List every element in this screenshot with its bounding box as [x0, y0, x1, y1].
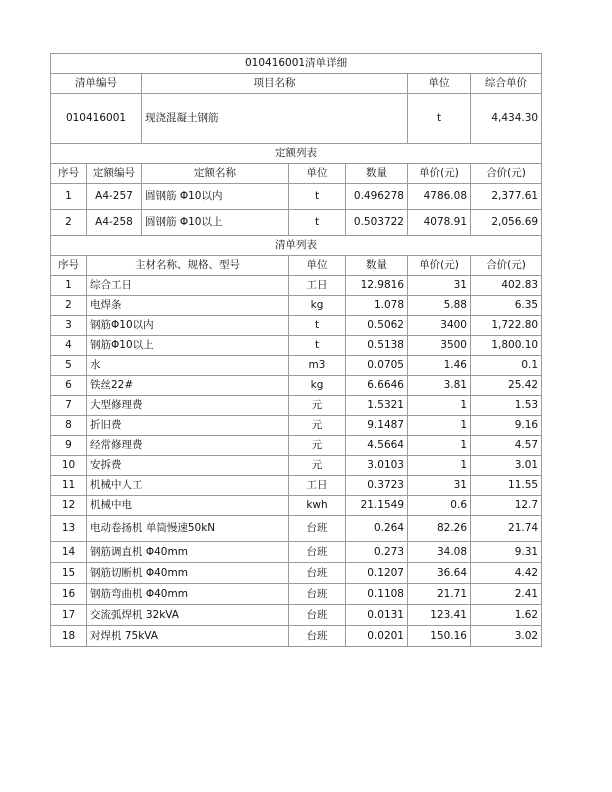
list-price: 1	[408, 416, 471, 436]
quota-seq-header: 序号	[51, 164, 87, 184]
quota-total: 2,056.69	[471, 210, 542, 236]
list-item	[51, 376, 542, 396]
list-item	[51, 336, 542, 356]
bill-code: 010416001	[51, 94, 142, 144]
list-name: 经常修理费	[87, 436, 289, 456]
list-qty: 12.9816	[346, 276, 408, 296]
list-total: 1.53	[471, 396, 542, 416]
bill-detail-table	[50, 53, 542, 647]
list-unit: 台班	[289, 584, 346, 605]
list-price-header: 单价(元)	[408, 256, 471, 276]
quota-row	[51, 184, 542, 210]
bill-header-row	[51, 74, 542, 94]
list-seq: 13	[51, 516, 87, 542]
list-seq: 14	[51, 542, 87, 563]
list-item	[51, 516, 542, 542]
list-name: 交流弧焊机 32kVA	[87, 605, 289, 626]
list-price: 150.16	[408, 626, 471, 647]
list-name: 折旧费	[87, 416, 289, 436]
list-price: 34.08	[408, 542, 471, 563]
quota-price: 4786.08	[408, 184, 471, 210]
list-total: 4.57	[471, 436, 542, 456]
list-item	[51, 605, 542, 626]
list-seq: 7	[51, 396, 87, 416]
list-qty: 0.1207	[346, 563, 408, 584]
list-item	[51, 296, 542, 316]
list-header-row	[51, 256, 542, 276]
list-name: 电焊条	[87, 296, 289, 316]
list-price: 5.88	[408, 296, 471, 316]
list-qty: 0.0131	[346, 605, 408, 626]
list-unit: kg	[289, 376, 346, 396]
quota-header-row	[51, 164, 542, 184]
quota-name: 圆钢筋 Φ10以上	[142, 210, 289, 236]
list-unit: 台班	[289, 605, 346, 626]
table-title: 010416001清单详细	[51, 54, 542, 74]
list-seq-header: 序号	[51, 256, 87, 276]
list-qty: 1.5321	[346, 396, 408, 416]
bill-unit: t	[408, 94, 471, 144]
list-price: 36.64	[408, 563, 471, 584]
bill-unit-header: 单位	[408, 74, 471, 94]
quota-unit: t	[289, 210, 346, 236]
list-total: 4.42	[471, 563, 542, 584]
list-price: 1	[408, 396, 471, 416]
list-qty-header: 数量	[346, 256, 408, 276]
list-qty: 0.264	[346, 516, 408, 542]
list-section-row	[51, 236, 542, 256]
list-seq: 11	[51, 476, 87, 496]
list-item	[51, 496, 542, 516]
bill-price: 4,434.30	[471, 94, 542, 144]
list-unit: t	[289, 336, 346, 356]
list-seq: 17	[51, 605, 87, 626]
list-unit: m3	[289, 356, 346, 376]
list-total: 1,800.10	[471, 336, 542, 356]
list-name: 铁丝22#	[87, 376, 289, 396]
list-total: 402.83	[471, 276, 542, 296]
list-unit: t	[289, 316, 346, 336]
list-unit: 台班	[289, 563, 346, 584]
bill-code-header: 清单编号	[51, 74, 142, 94]
list-qty: 3.0103	[346, 456, 408, 476]
quota-code: A4-258	[87, 210, 142, 236]
list-name: 大型修理费	[87, 396, 289, 416]
list-unit: 元	[289, 416, 346, 436]
list-seq: 12	[51, 496, 87, 516]
quota-unit-header: 单位	[289, 164, 346, 184]
list-qty: 9.1487	[346, 416, 408, 436]
list-unit: 元	[289, 436, 346, 456]
list-unit: 工日	[289, 476, 346, 496]
list-total: 9.31	[471, 542, 542, 563]
list-seq: 2	[51, 296, 87, 316]
list-name: 机械中电	[87, 496, 289, 516]
list-unit: kwh	[289, 496, 346, 516]
list-total-header: 合价(元)	[471, 256, 542, 276]
quota-code: A4-257	[87, 184, 142, 210]
list-name: 综合工日	[87, 276, 289, 296]
list-name: 钢筋切断机 Φ40mm	[87, 563, 289, 584]
list-price: 1	[408, 456, 471, 476]
list-total: 21.74	[471, 516, 542, 542]
title-row	[51, 54, 542, 74]
list-total: 2.41	[471, 584, 542, 605]
list-seq: 3	[51, 316, 87, 336]
list-price: 1.46	[408, 356, 471, 376]
list-unit-header: 单位	[289, 256, 346, 276]
list-seq: 18	[51, 626, 87, 647]
quota-code-header: 定额编号	[87, 164, 142, 184]
list-price: 3400	[408, 316, 471, 336]
list-total: 11.55	[471, 476, 542, 496]
list-item	[51, 626, 542, 647]
list-section-title: 清单列表	[51, 236, 542, 256]
list-price: 31	[408, 276, 471, 296]
list-qty: 6.6646	[346, 376, 408, 396]
list-name: 钢筋Φ10以上	[87, 336, 289, 356]
list-price: 31	[408, 476, 471, 496]
list-qty: 21.1549	[346, 496, 408, 516]
list-total: 3.02	[471, 626, 542, 647]
quota-section-row	[51, 144, 542, 164]
list-qty: 0.0705	[346, 356, 408, 376]
list-unit: 元	[289, 396, 346, 416]
list-item	[51, 584, 542, 605]
list-name: 机械中人工	[87, 476, 289, 496]
list-price: 3500	[408, 336, 471, 356]
list-name: 水	[87, 356, 289, 376]
list-name: 安拆费	[87, 456, 289, 476]
list-qty: 0.273	[346, 542, 408, 563]
list-item	[51, 563, 542, 584]
list-price: 123.41	[408, 605, 471, 626]
list-seq: 10	[51, 456, 87, 476]
list-total: 1,722.80	[471, 316, 542, 336]
list-price: 0.6	[408, 496, 471, 516]
list-price: 82.26	[408, 516, 471, 542]
list-total: 3.01	[471, 456, 542, 476]
quota-price: 4078.91	[408, 210, 471, 236]
list-unit: 工日	[289, 276, 346, 296]
quota-section-title: 定额列表	[51, 144, 542, 164]
list-qty: 0.0201	[346, 626, 408, 647]
list-total: 6.35	[471, 296, 542, 316]
list-item	[51, 456, 542, 476]
quota-name: 圆钢筋 Φ10以内	[142, 184, 289, 210]
bill-price-header: 综合单价	[471, 74, 542, 94]
list-price: 3.81	[408, 376, 471, 396]
bill-name: 现浇混凝土钢筋	[142, 94, 408, 144]
list-qty: 1.078	[346, 296, 408, 316]
quota-unit: t	[289, 184, 346, 210]
list-item	[51, 416, 542, 436]
list-seq: 8	[51, 416, 87, 436]
quota-total: 2,377.61	[471, 184, 542, 210]
list-seq: 15	[51, 563, 87, 584]
list-price: 1	[408, 436, 471, 456]
list-item	[51, 276, 542, 296]
list-total: 0.1	[471, 356, 542, 376]
list-seq: 1	[51, 276, 87, 296]
quota-price-header: 单价(元)	[408, 164, 471, 184]
list-seq: 6	[51, 376, 87, 396]
list-unit: 台班	[289, 516, 346, 542]
list-item	[51, 396, 542, 416]
quota-seq: 1	[51, 184, 87, 210]
quota-total-header: 合价(元)	[471, 164, 542, 184]
quota-row	[51, 210, 542, 236]
list-seq: 4	[51, 336, 87, 356]
list-seq: 16	[51, 584, 87, 605]
list-name: 对焊机 75kVA	[87, 626, 289, 647]
bill-name-header: 项目名称	[142, 74, 408, 94]
table-body	[51, 54, 542, 647]
list-item	[51, 316, 542, 336]
list-qty: 0.5138	[346, 336, 408, 356]
list-unit: kg	[289, 296, 346, 316]
quota-seq: 2	[51, 210, 87, 236]
list-qty: 0.5062	[346, 316, 408, 336]
list-item	[51, 476, 542, 496]
list-total: 25.42	[471, 376, 542, 396]
list-total: 1.62	[471, 605, 542, 626]
list-unit: 元	[289, 456, 346, 476]
list-qty: 0.3723	[346, 476, 408, 496]
list-item	[51, 542, 542, 563]
list-total: 12.7	[471, 496, 542, 516]
quota-qty: 0.496278	[346, 184, 408, 210]
quota-name-header: 定额名称	[142, 164, 289, 184]
quota-qty: 0.503722	[346, 210, 408, 236]
list-item	[51, 436, 542, 456]
list-name-header: 主材名称、规格、型号	[87, 256, 289, 276]
list-seq: 5	[51, 356, 87, 376]
list-name: 钢筋弯曲机 Φ40mm	[87, 584, 289, 605]
list-unit: 台班	[289, 626, 346, 647]
list-unit: 台班	[289, 542, 346, 563]
quota-qty-header: 数量	[346, 164, 408, 184]
list-qty: 4.5664	[346, 436, 408, 456]
bill-row	[51, 94, 542, 144]
list-total: 9.16	[471, 416, 542, 436]
list-name: 电动卷扬机 单筒慢速50kN	[87, 516, 289, 542]
list-qty: 0.1108	[346, 584, 408, 605]
list-item	[51, 356, 542, 376]
list-seq: 9	[51, 436, 87, 456]
list-name: 钢筋调直机 Φ40mm	[87, 542, 289, 563]
list-name: 钢筋Φ10以内	[87, 316, 289, 336]
list-price: 21.71	[408, 584, 471, 605]
